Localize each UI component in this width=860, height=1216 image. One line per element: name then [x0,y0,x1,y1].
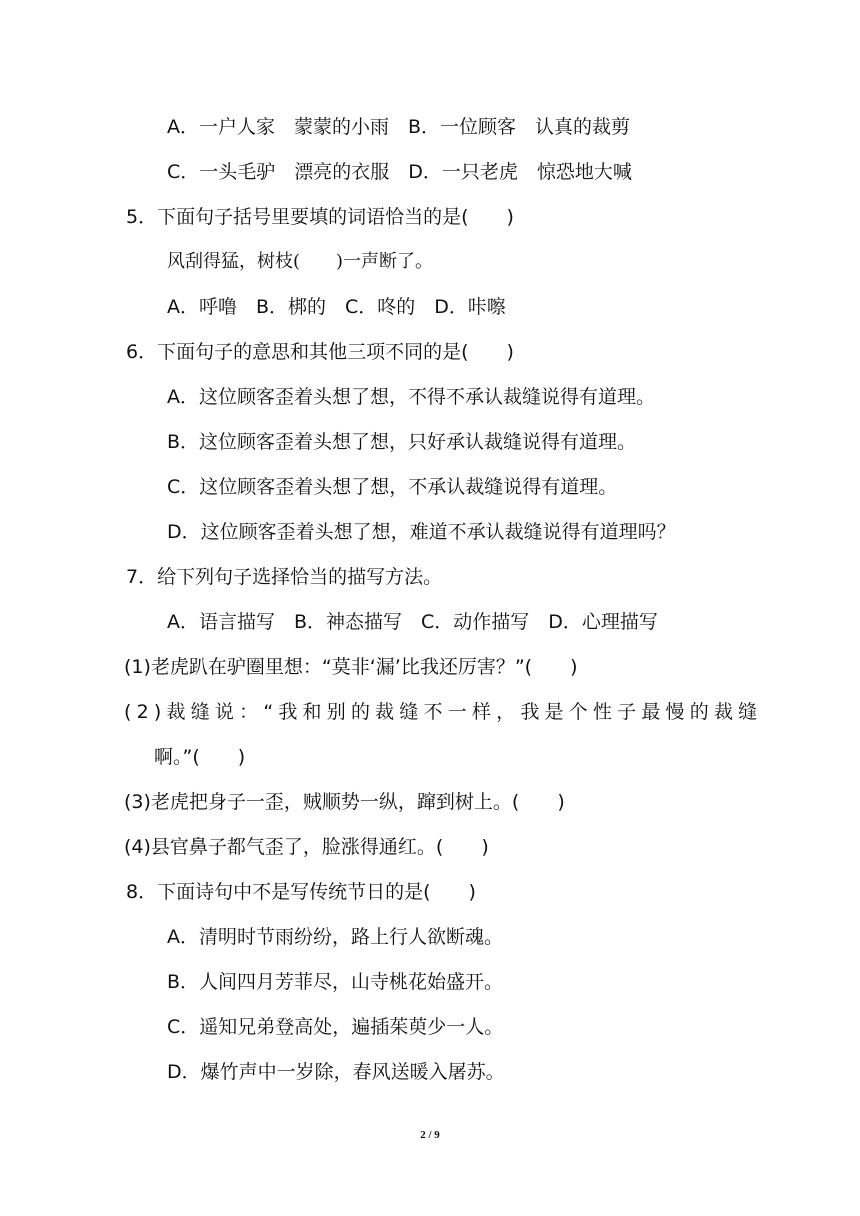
q7-item-4: (4)县官鼻子都气歪了，脸涨得通红。( ) [124,836,489,858]
q8-option-d: D．爆竹声中一岁除，春风送暖入屠苏。 [167,1061,505,1083]
q7-item-2-line1: (2)裁缝说：“我和别的裁缝不一样，我是个性子最慢的裁缝 [124,701,763,723]
q5-stem: 5．下面句子括号里要填的词语恰当的是( ) [126,206,514,228]
q7-options: A．语言描写 B．神态描写 C．动作描写 D．心理描写 [167,611,658,633]
q6-stem: 6．下面句子的意思和其他三项不同的是( ) [126,341,514,363]
q5-sentence: 风刮得猛，树枝( )一声断了。 [167,251,434,272]
q7-item-3: (3)老虎把身子一歪，贼顺势一纵，蹿到树上。( ) [124,791,565,813]
q4-options-cd: C．一头毛驴 漂亮的衣服 D．一只老虎 惊恐地大喊 [167,161,632,183]
q8-option-a: A．清明时节雨纷纷，路上行人欲断魂。 [167,926,503,948]
page-number: 2 / 9 [420,1129,440,1141]
q7-item-1: (1)老虎趴在驴圈里想：“莫非‘漏’比我还厉害？”( ) [124,656,578,678]
q6-option-b: B．这位顾客歪着头想了想，只好承认裁缝说得有道理。 [167,431,637,453]
q5-options: A．呼噜 B．梆的 C．咚的 D．咔嚓 [167,296,506,318]
q8-option-b: B．人间四月芳菲尽，山寺桃花始盛开。 [167,971,504,993]
q8-stem: 8．下面诗句中不是写传统节日的是( ) [126,881,476,903]
q6-option-a: A．这位顾客歪着头想了想，不得不承认裁缝说得有道理。 [167,386,655,408]
q4-options-ab: A．一户人家 蒙蒙的小雨 B．一位顾客 认真的裁剪 [167,116,631,138]
q7-item-2-line2: 啊。”( ) [154,746,246,768]
q6-option-c: C．这位顾客歪着头想了想，不承认裁缝说得有道理。 [167,476,618,498]
q8-option-c: C．遥知兄弟登高处，遍插茱萸少一人。 [167,1016,504,1038]
q6-option-d: D．这位顾客歪着头想了想，难道不承认裁缝说得有道理吗？ [167,521,676,543]
q7-stem: 7．给下列句子选择恰当的描写方法。 [126,566,443,588]
